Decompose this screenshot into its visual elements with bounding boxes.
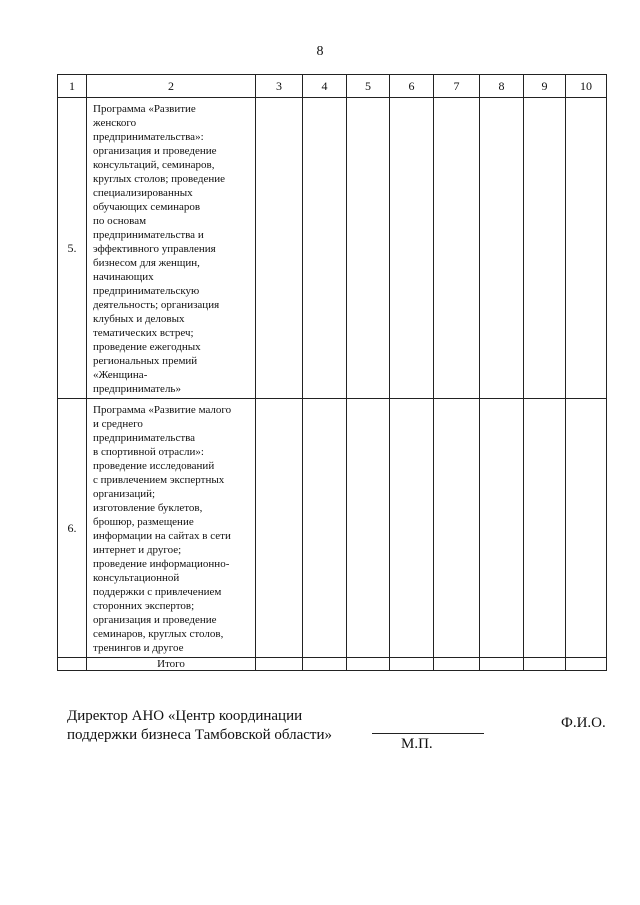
stamp-placeholder: М.П. xyxy=(401,736,433,752)
description-line: брошюр, размещение xyxy=(93,516,194,528)
column-header-8: 8 xyxy=(480,75,524,98)
column-header-7: 7 xyxy=(434,75,480,98)
data-cell xyxy=(347,658,390,671)
data-cell xyxy=(256,658,303,671)
signatory-title-line1: Директор АНО «Центр координации xyxy=(67,708,303,724)
description-line: и среднего xyxy=(93,418,143,430)
header-row xyxy=(58,75,607,98)
description-line: по основам xyxy=(93,215,147,227)
description-line: предпринимательства»: xyxy=(93,131,204,143)
data-cell xyxy=(566,98,607,399)
description-line: информации на сайтах в сети xyxy=(93,530,231,542)
data-cell xyxy=(434,98,480,399)
description-line: проведение информационно- xyxy=(93,558,230,570)
description-line: семинаров, круглых столов, xyxy=(93,628,224,640)
data-cell xyxy=(524,658,566,671)
data-cell xyxy=(303,399,347,658)
description-line: бизнесом для женщин, xyxy=(93,257,200,269)
row-description xyxy=(87,399,256,658)
description-line: предпринимательства и xyxy=(93,229,204,241)
description-line: «Женщина- xyxy=(93,369,148,381)
column-header-1: 1 xyxy=(58,75,87,98)
data-cell xyxy=(303,658,347,671)
data-cell xyxy=(347,98,390,399)
description-line: в спортивной отрасли»: xyxy=(93,446,204,458)
description-line: поддержки с привлечением xyxy=(93,586,222,598)
description-line: обучающих семинаров xyxy=(93,201,201,213)
row-number: 6. xyxy=(58,399,87,658)
description-line: женского xyxy=(93,117,137,129)
description-line: проведение ежегодных xyxy=(93,341,201,353)
table-row xyxy=(58,98,607,399)
data-cell xyxy=(434,658,480,671)
signature-line xyxy=(372,733,484,734)
total-label: Итого xyxy=(87,658,256,671)
data-cell xyxy=(566,658,607,671)
description-line: консультационной xyxy=(93,572,180,584)
page-number: 8 xyxy=(316,44,324,59)
description-line: тематических встреч; xyxy=(93,327,194,339)
signatory-name-placeholder: Ф.И.О. xyxy=(561,715,606,731)
description-line: сторонних экспертов; xyxy=(93,600,195,612)
column-header-4: 4 xyxy=(303,75,347,98)
description-line: интернет и другое; xyxy=(93,544,182,556)
data-cell xyxy=(390,399,434,658)
row-description xyxy=(87,98,256,399)
description-line: клубных и деловых xyxy=(93,313,185,325)
description-line: предпринимательства xyxy=(93,432,196,444)
data-cell xyxy=(347,399,390,658)
description-line: предпринимательскую xyxy=(93,285,200,297)
data-cell xyxy=(256,399,303,658)
data-cell xyxy=(58,658,87,671)
description-line: изготовление буклетов, xyxy=(93,502,203,514)
data-cell xyxy=(434,399,480,658)
column-header-2: 2 xyxy=(87,75,256,98)
column-header-10: 10 xyxy=(566,75,607,98)
column-header-3: 3 xyxy=(256,75,303,98)
data-cell xyxy=(480,658,524,671)
data-cell xyxy=(390,98,434,399)
data-cell xyxy=(303,98,347,399)
description-line: круглых столов; проведение xyxy=(93,173,226,185)
data-cell xyxy=(480,399,524,658)
data-cell xyxy=(566,399,607,658)
description-line: региональных премий xyxy=(93,355,198,367)
description-line: тренингов и другое xyxy=(93,642,184,654)
description-line: специализированных xyxy=(93,187,193,199)
data-cell xyxy=(256,98,303,399)
description-line: Программа «Развитие малого xyxy=(93,404,232,416)
description-line: предприниматель» xyxy=(93,383,181,395)
description-line: организация и проведение xyxy=(93,614,217,626)
signatory-title-line2: поддержки бизнеса Тамбовской области» xyxy=(67,727,333,743)
description-line: начинающих xyxy=(93,271,154,283)
row-number: 5. xyxy=(58,98,87,399)
description-line: эффективного управления xyxy=(93,243,216,255)
description-line: Программа «Развитие xyxy=(93,103,196,115)
data-cell xyxy=(524,98,566,399)
data-cell xyxy=(480,98,524,399)
table-row xyxy=(58,399,607,658)
description-line: с привлечением экспертных xyxy=(93,474,225,486)
column-header-6: 6 xyxy=(390,75,434,98)
report-table xyxy=(57,74,607,671)
description-line: организация и проведение xyxy=(93,145,217,157)
total-row xyxy=(58,658,607,671)
data-cell xyxy=(524,399,566,658)
description-line: консультаций, семинаров, xyxy=(93,159,215,171)
description-line: деятельность; организация xyxy=(93,299,220,311)
column-header-9: 9 xyxy=(524,75,566,98)
column-header-5: 5 xyxy=(347,75,390,98)
description-line: организаций; xyxy=(93,488,156,500)
description-line: проведение исследований xyxy=(93,460,215,472)
data-cell xyxy=(390,658,434,671)
signature-block xyxy=(67,707,332,745)
